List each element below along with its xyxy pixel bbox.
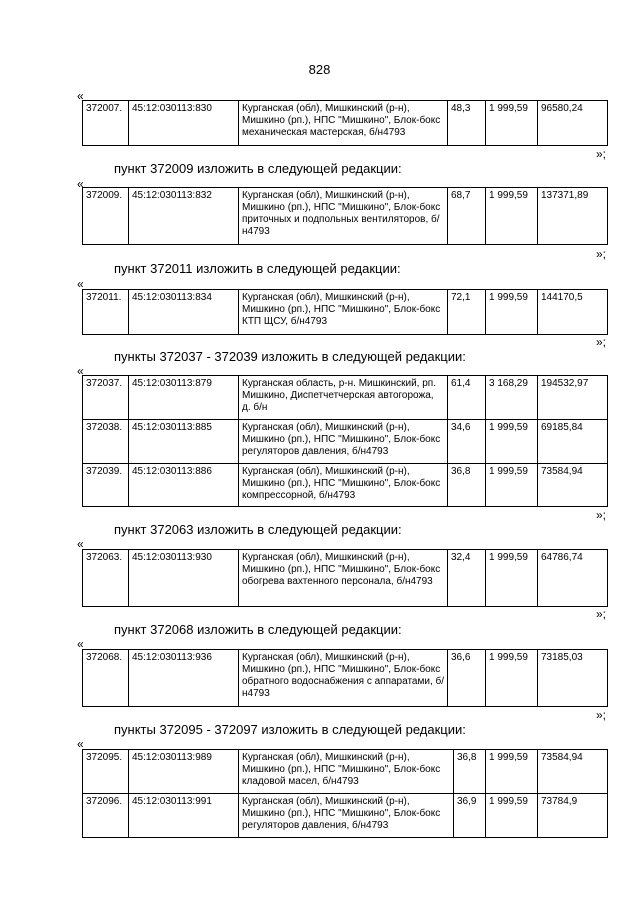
cadastral-value: 73185,03 [538, 650, 608, 707]
cadastral-number: 45:12:030113:936 [129, 650, 239, 707]
row-number: 372068. [83, 650, 129, 707]
cadastral-number: 45:12:030113:879 [129, 376, 239, 420]
cadastral-number: 45:12:030113:830 [129, 101, 239, 146]
row-number: 372011. [83, 290, 129, 335]
registry-table [82, 375, 608, 507]
cadastral-number: 45:12:030113:834 [129, 290, 239, 335]
area-value: 61,4 [448, 376, 486, 420]
object-description: Курганская (обл), Мишкинский (р-н), Мишкино (рп.), НПС "Мишкино", Блок-бокс КТП ЩСУ, б/н4793 [239, 290, 448, 335]
cadastral-value: 96580,24 [538, 101, 608, 146]
rate-value: 3 168,29 [486, 376, 538, 420]
object-description: Курганская (обл), Мишкинский (р-н), Мишкино (рп.), НПС "Мишкино", Блок-бокс приточных и подпольных вентиляторов, б/н4793 [239, 188, 448, 245]
cadastral-value: 144170,5 [538, 290, 608, 335]
rate-value: 1 999,59 [486, 550, 538, 607]
open-quote: « [77, 364, 84, 378]
rate-value: 1 999,59 [486, 750, 538, 794]
registry-table [82, 289, 608, 335]
area-value: 36,8 [454, 750, 486, 794]
object-description: Курганская (обл), Мишкинский (р-н), Мишкино (рп.), НПС "Мишкино", Блок-бокс регуляторов давления, б/н4793 [239, 794, 454, 838]
table-row [83, 420, 608, 464]
cadastral-number: 45:12:030113:832 [129, 188, 239, 245]
table-row [83, 794, 608, 838]
amendment-instruction: пункт 372063 изложить в следующей редакции: [114, 522, 402, 537]
open-quote: « [77, 277, 84, 291]
row-number: 372039. [83, 464, 129, 507]
cadastral-number: 45:12:030113:989 [129, 750, 239, 794]
close-quote: »; [596, 247, 607, 261]
amendment-instruction: пункт 372011 изложить в следующей редакции: [114, 261, 401, 276]
cadastral-value: 73584,94 [538, 464, 608, 507]
area-value: 34,6 [448, 420, 486, 464]
object-description: Курганская (обл), Мишкинский (р-н), Мишкино (рп.), НПС "Мишкино", Блок-бокс регуляторов давления, б/н4793 [239, 420, 448, 464]
open-quote: « [77, 89, 84, 103]
table-row [83, 188, 608, 245]
amendment-instruction: пункты 372095 - 372097 изложить в следующей редакции: [114, 722, 466, 737]
open-quote: « [77, 737, 84, 751]
page-number: 828 [308, 62, 331, 77]
cadastral-value: 64786,74 [538, 550, 608, 607]
close-quote: »; [596, 335, 607, 349]
cadastral-value: 73784,9 [538, 794, 608, 838]
row-number: 372063. [83, 550, 129, 607]
registry-table [82, 187, 608, 245]
open-quote: « [77, 537, 84, 551]
row-number: 372096. [83, 794, 129, 838]
amendment-instruction: пункты 372037 - 372039 изложить в следующей редакции: [114, 349, 466, 364]
area-value: 36,9 [454, 794, 486, 838]
rate-value: 1 999,59 [486, 794, 538, 838]
close-quote: »; [596, 708, 607, 722]
table-row [83, 290, 608, 335]
registry-table [82, 649, 608, 707]
area-value: 48,3 [448, 101, 486, 146]
table-row [83, 750, 608, 794]
rate-value: 1 999,59 [486, 464, 538, 507]
row-number: 372095. [83, 750, 129, 794]
rate-value: 1 999,59 [486, 188, 538, 245]
table-row [83, 101, 608, 146]
row-number: 372037. [83, 376, 129, 420]
cadastral-value: 137371,89 [538, 188, 608, 245]
open-quote: « [77, 637, 84, 651]
open-quote: « [77, 177, 84, 191]
close-quote: »; [596, 508, 607, 522]
area-value: 32,4 [448, 550, 486, 607]
registry-table [82, 100, 608, 146]
table-row [83, 376, 608, 420]
object-description: Курганская (обл), Мишкинский (р-н), Мишкино (рп.), НПС "Мишкино", Блок-бокс обратного водоснабжения с аппаратами, б/н4793 [239, 650, 448, 707]
object-description: Курганская (обл), Мишкинский (р-н), Мишкино (рп.), НПС "Мишкино", Блок-бокс компрессорной, б/н4793 [239, 464, 448, 507]
row-number: 372009. [83, 188, 129, 245]
area-value: 36,6 [448, 650, 486, 707]
cadastral-number: 45:12:030113:886 [129, 464, 239, 507]
area-value: 36,8 [448, 464, 486, 507]
rate-value: 1 999,59 [486, 420, 538, 464]
table-row [83, 550, 608, 607]
registry-table [82, 749, 608, 838]
rate-value: 1 999,59 [486, 290, 538, 335]
cadastral-number: 45:12:030113:930 [129, 550, 239, 607]
cadastral-number: 45:12:030113:991 [129, 794, 239, 838]
cadastral-value: 194532,97 [538, 376, 608, 420]
amendment-instruction: пункт 372009 изложить в следующей редакции: [114, 161, 402, 176]
table-row [83, 650, 608, 707]
cadastral-value: 69185,84 [538, 420, 608, 464]
object-description: Курганская (обл), Мишкинский (р-н), Мишкино (рп.), НПС "Мишкино", Блок-бокс кладовой масел, б/н4793 [239, 750, 454, 794]
cadastral-value: 73584,94 [538, 750, 608, 794]
area-value: 68,7 [448, 188, 486, 245]
close-quote: »; [596, 147, 607, 161]
row-number: 372038. [83, 420, 129, 464]
rate-value: 1 999,59 [486, 101, 538, 146]
object-description: Курганская (обл), Мишкинский (р-н), Мишкино (рп.), НПС "Мишкино", Блок-бокс механическая мастерская, б/н4793 [239, 101, 448, 146]
cadastral-number: 45:12:030113:885 [129, 420, 239, 464]
table-row [83, 464, 608, 507]
close-quote: »; [596, 607, 607, 621]
rate-value: 1 999,59 [486, 650, 538, 707]
row-number: 372007. [83, 101, 129, 146]
amendment-instruction: пункт 372068 изложить в следующей редакции: [114, 622, 402, 637]
object-description: Курганская область, р-н. Мишкинский, рп. Мишкино, Диспетчетчерская автогорожа, д. б/н [239, 376, 448, 420]
area-value: 72,1 [448, 290, 486, 335]
object-description: Курганская (обл), Мишкинский (р-н), Мишкино (рп.), НПС "Мишкино", Блок-бокс обогрева вахтенного персонала, б/н4793 [239, 550, 448, 607]
registry-table [82, 549, 608, 607]
